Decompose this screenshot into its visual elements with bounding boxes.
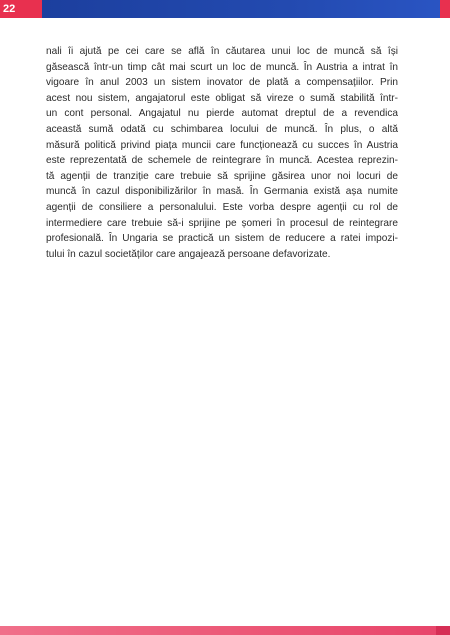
text-line: agenții de consiliere a personalului. Este vorba despre agenții cu rol de [46, 201, 398, 213]
text-line: tului în cazul societăților care angajează persoane defavorizate. [46, 248, 331, 260]
page-header-bar [0, 0, 450, 18]
page-number: 22 [0, 0, 42, 18]
text-line: tă agenții de tranziție care trebuie să sprijine găsirea unor noi locuri de [46, 170, 398, 182]
text-line: acest nou sistem, angajatorul este obligat să vireze o sumă stabilită într- [46, 92, 398, 104]
header-blue-band [42, 0, 450, 18]
page-footer-bar [0, 626, 450, 635]
text-line: este reprezentată de schemele de reintegrare în muncă. Acestea reprezin- [46, 155, 398, 167]
text-line: găsească într-un timp cât mai scurt un loc de muncă. În Austria a intrat în [46, 61, 398, 73]
text-line: măsură politică privind piața muncii care funcționează cu succes în Austria [46, 139, 398, 151]
text-line: intermediere care trebuie să-i sprijine pe șomeri în procesul de reintegrare [46, 217, 398, 229]
text-line: un cont personal. Angajatul nu pierde automat dreptul de a revendica [46, 108, 398, 120]
body-paragraph [46, 44, 398, 262]
text-line: vigoare în anul 2003 un sistem inovator de plată a compensațiilor. Prin [46, 77, 398, 89]
footer-corner-accent [436, 626, 450, 635]
text-line: nali îi ajută pe cei care se află în căutarea unui loc de muncă să își [46, 46, 398, 57]
text-line: această sumă odată cu schimbarea locului de muncă. În plus, o altă [46, 123, 398, 135]
header-corner-accent [440, 0, 450, 18]
text-line: profesională. În Ungaria se practică un sistem de reducere a ratei impozi- [46, 233, 398, 245]
text-line: muncă în cazul disponibilizărilor în masă. În Germania există așa numite [46, 186, 398, 198]
